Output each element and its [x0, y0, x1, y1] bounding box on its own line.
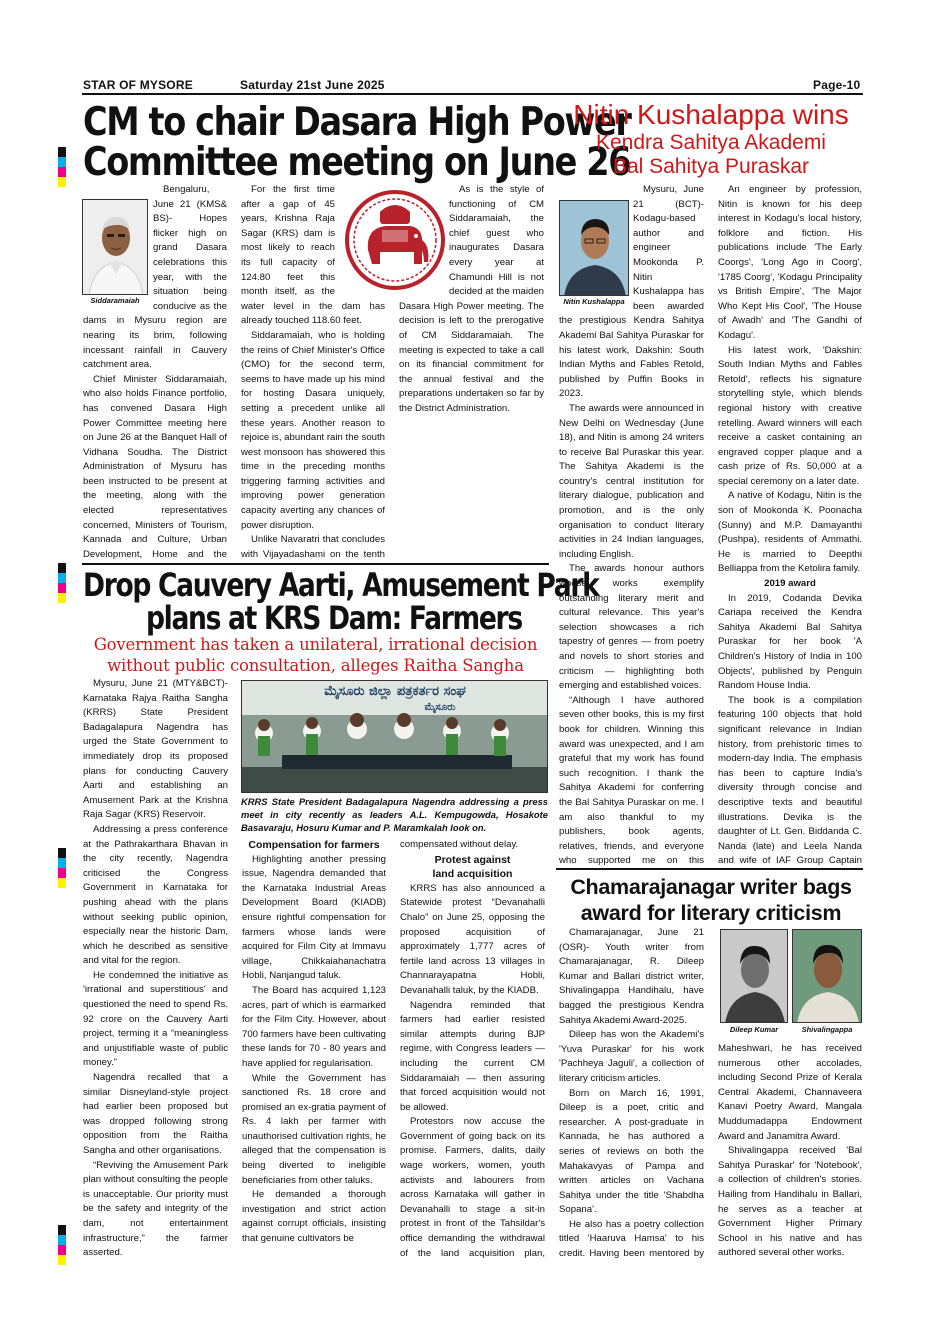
cauvery-headline-line2: plans at KRS Dam: Farmers	[146, 599, 522, 637]
chamarajanagar-col1-para3: Born on March 16, 1991, Dileep is a poet, critic and researcher. A post-graduate in Kannada, he has authored a series of reviews on both the Mahakavyas of Pampa and written articles on Vachana Sahitya under the title 'Shabdha Sopana'.	[559, 1087, 704, 1216]
header-rule	[82, 93, 863, 95]
nitin-col1-para2: The awards were announced in New Delhi on Wednesday (June 18), and Nitin is among 24 writers to receive Bal Puraskar this year. The Sahitya Akademi is the country's central institution for literary dialogue, publication and promotion, and is the only organisation to conduct literary activities in 24 Indian languages, including English.	[559, 402, 704, 560]
dasara-col2-para2: Siddaramaiah, who is holding the reins of Chief Minister's Office (CMO) for the second term, seems to have made up his mind for hosting Dasara uniquely, setting a precedent unlike all these years. Another reason to rejoice is, abundant rain the south west monsoon has showered this time in the preceding months triggering farming activities and improving power generation capacity averting any chances of power disruption.	[241, 329, 385, 531]
nitin-col2-para5: The book is a compilation featuring 100 objects that hold significant relevance in Indian history, from prehistoric times to modern-day India. The emphasis has been to capture India's diversity through concise and descriptive texts and beautiful illustrations. Devika is the daughter of Lt. Gen. Biddanda C. Nanda (late) and Leela Nanda and wife of IAF Group Captain	[718, 694, 862, 867]
cauvery-col1-para5: “Reviving the Amusement Park plan without consulting the people is unacceptable. Our priority must be the safety and integrity of the dam, not entertainment infrastructure,” the farmer asserted.	[83, 1159, 228, 1259]
photo-wrap-space	[559, 183, 633, 304]
registration-marks-top	[58, 147, 66, 187]
shivalingappa-photo-caption: Shivalingappa	[801, 1025, 853, 1034]
cauvery-column-2	[242, 838, 386, 1262]
chamarajanagar-col1-para2: Dileep has won the Akademi's 'Yuva Puraskar' for his work 'Pachheya Jaguli', a collection of literary criticism articles.	[559, 1029, 704, 1084]
cauvery-col3-para2: Nagendra reminded that farmers had earlier resisted similar attempts during BJP regime, with Congress leaders — including the current CM Siddaramaiah — then assuring that forced acquisition would not be allowed.	[400, 999, 545, 1113]
nitin-column-1	[559, 183, 704, 868]
nitin-headline-line3: Bal Sahitya Puraskar	[612, 155, 810, 178]
elephant-icon	[344, 190, 446, 290]
cauvery-column-3	[400, 838, 545, 1262]
registration-marks-middle	[58, 563, 66, 603]
chamarajanagar-col1-para4: He also has a poetry collection titled 'Haaruva Hamsa' to his credit. Having been mentored by	[559, 1218, 704, 1260]
photo-banner-text: ಮೈಸೂರು ಜಿಲ್ಲಾ ಪತ್ರಕರ್ತರ ಸಂಘ	[324, 684, 466, 699]
cauvery-col1-para3: He condemned the initiative as 'irrational and superstitious' and questioned the need to spend Rs. 92 crore on the Cauvery Aarti project, terming it a “meaningless and unjustifiable waste of public money.”	[83, 969, 228, 1069]
dasara-headline-line2: Committee meeting on June 26	[83, 140, 631, 185]
dasara-headline-line1: CM to chair Dasara High Power	[83, 100, 631, 145]
registration-marks-lower	[58, 848, 66, 888]
cauvery-subhead-protest-line1: Protest against	[434, 853, 511, 866]
nitin-col2-para1: An engineer by profession, Nitin is known for his deep interest in Kodagu's local history, folklore and fiction. His publications include 'The Early Coorgs', 'Long Ago in Coorg', '1785 Coorg', 'Kodagu Principality vs British Empire', 'The Major Who Kept His Cool', 'The House of Awadh' and 'The Gandhi of Kodagu'.	[718, 184, 862, 341]
dasara-column-1	[83, 183, 227, 561]
nitin-col2-para2: His latest work, 'Dakshin: South Indian Myths and Fables Retold', reflects his signature storytelling style, which blends regional history with creative retelling. Award winners will each receive a casket containing an engraved copper plaque and a cash prize of Rs. 50,000 at a special ceremony on a later date.	[718, 344, 862, 487]
cauvery-col2-para4: He demanded a thorough investigation and strict action against corrupt officials, insisting that genuine cultivators be	[242, 1189, 386, 1245]
portrait-illustration	[721, 930, 788, 1023]
nitin-headline-line2: Kendra Sahitya Akademi	[596, 131, 826, 154]
nitin-col1-para1: Mysuru, June 21 (BCT)- Kodagu-based author and engineer Mookonda P. Nitin Kushalappa has been awarded the prestigious Kendra Sahitya Akademi Bal Sahitya Puraskar for his latest work, Dakshin: South Indian Myths and Fables Retold, published by Puffin Books in 2023.	[559, 184, 704, 400]
registration-marks-bottom	[58, 1225, 66, 1265]
nitin-col2-para3: A native of Kodagu, Nitin is the son of Mookonda K. Poonacha (Sunny) and M.P. Damayanthi (Pushpa), residents of Ammathi. He is married to Deepthi Belliappa from the Ketolira family.	[718, 490, 862, 575]
nitin-col1-para4: “Although I have authored seven other books, this is my first book for children. Winning this award was unexpected, and I am grateful that my work has found such recognition. I thank the Sahitya Akademi for conferring the Bal Sahitya Puraskar on me. I am also thankful to my publishers, book agents, relatives, friends, and everyone who supported me on this	[559, 694, 704, 867]
nitin-bottom-rule	[556, 868, 863, 870]
cauvery-col3-continuation: compensated without delay.	[400, 839, 519, 850]
press-meet-photo-caption: KRRS State President Badagalapura Nagendra addressing a press meet in city recently as leaders A.L. Kempugowda, Hosakote Basavaraju, Hosuru Kumar and P. Maramkalah look on.	[241, 796, 548, 833]
photo-banner-subtext: ಮೈಸೂರು	[424, 702, 456, 713]
nitin-col1-para3: The awards honour authors whose works exemplify outstanding literary merit and cultural relevance. This year's selection showcases a rich tapestry of genres — from poetry and novels to short stories and criticism — highlighting both emerging and established voices.	[559, 563, 704, 692]
cauvery-col3-para3: Protestors now accuse the Government of going back on its promise. Farmers, dalits, daily wage workers, women, youth activists and labourers from across Karnataka will gather in Devanahalli to stage a sit-in protest in front of the Tahsildar's office demanding the withdrawal of the land acquisition plan,	[400, 1116, 545, 1259]
nitin-photo-caption: Nitin Kushalappa	[563, 297, 625, 306]
chamarajanagar-col2-para1: Maheshwari, he has received numerous other accolades, including Second Prize of Kerala Central Akademi, Channaveera Kanavi Poetry Award, Mangala Muddumadappa Endowment Award and Janamitra Award.	[718, 1043, 862, 1142]
page-number: Page-10	[813, 78, 861, 92]
cauvery-col1-para1: Mysuru, June 21 (MTY&BCT)- Karnataka Rajya Raitha Sangha (KRRS) State President Badagalapura Nagendra has urged the State Government to immediately drop its proposed plans for conducting Cauvery Aarti and establishing an Amusement Park at the Krishna Raja Sagar (KRS) Reservoir.	[83, 678, 228, 821]
cauvery-col3-para1: KRRS has also announced a Statewide protest “Devanahalli Chalo” on June 25, opposing the proposed acquisition of approximately 1,777 acres of fertile land across 13 villages in Channarayapatna Hobli, Devanahalli taluk, by the KIADB.	[400, 882, 545, 996]
photo-wrap-space	[83, 183, 153, 305]
chamarajanagar-column-1	[559, 926, 704, 1262]
siddaramaiah-photo-caption: Siddaramaiah	[90, 296, 140, 305]
dasara-bottom-rule	[82, 563, 549, 565]
cauvery-headline-line1: Drop Cauvery Aarti, Amusement Park	[83, 566, 599, 604]
nitin-col2-para4: In 2019, Codanda Devika Cariapa received the Kendra Sahitya Akademi Bal Sahitya Puraskar for her book 'A Children's History of India in 100 Objects', published by Penguin Random House India.	[718, 592, 862, 692]
issue-date: Saturday 21st June 2025	[240, 78, 385, 92]
chamarajanagar-headline-line1: Chamarajanagar writer bags	[570, 875, 852, 899]
cauvery-column-1	[83, 677, 228, 1262]
cauvery-subhead-line1: Government has taken a unilateral, irrational decision	[93, 635, 538, 654]
publication-name: STAR OF MYSORE	[83, 78, 193, 92]
cauvery-subhead-protest-line2: land acquisition	[432, 868, 513, 881]
nitin-subhead-2019: 2019 award	[764, 578, 816, 590]
cauvery-col1-para4: Nagendra recalled that a similar Disneyland-style project had earlier been proposed but was dropped following strong opposition from the Raitha Sangha and other organisations.	[83, 1072, 228, 1156]
dileep-kumar-photo	[720, 929, 788, 1023]
portrait-illustration	[793, 930, 862, 1023]
cauvery-subhead-compensation: Compensation for farmers	[248, 839, 380, 851]
nitin-headline-line1: Nitin Kushalappa wins	[573, 99, 849, 130]
dasara-col1-para1: Bengaluru, June 21 (KMS& BS)- Hopes flicker high on grand Dasara celebrations this year, with the situation being conducive as the dams in Mysuru region are nearing its brim, following incessant rainfall in Cauvery catchment area.	[83, 184, 227, 371]
shivalingappa-photo	[792, 929, 862, 1023]
cauvery-col2-para2: The Board has acquired 1,123 acres, part of which is earmarked for the Film City. However, about 700 farmers have been cultivating these lands for 70 - 80 years and have applied for regularisation.	[242, 984, 386, 1069]
chamarajanagar-col1-para1: Chamarajanagar, June 21 (OSR)- Youth writer from Chamarajanagar, R. Dileep Kumar and Ballari district writer, Shivalingappa Handihalu, have bagged the prestigious Kendra Sahitya Akademi Award-2025.	[559, 927, 704, 1026]
chamarajanagar-column-2	[718, 1042, 862, 1262]
chamarajanagar-headline-line2: award for literary criticism	[580, 901, 842, 925]
cauvery-col1-para2: Addressing a press conference at the Pathrakarthara Bhavan in the city recently, Nagendra criticised the Congress Government in Karnataka for pushing ahead with the plans without seeking public opinion, especially near the historic Dam, which he described as sensitive and vital for the region.	[83, 823, 228, 967]
cauvery-col2-para1: Highlighting another pressing issue, Nagendra demanded that the Karnataka Industrial Areas Development Board (KIADB) ensure rightful compensation for farmers whose lands were acquired for Film City at Immavu village, Chikkaiahanachatra Hobli, Nanjangud taluk.	[242, 853, 386, 982]
dasara-col2-para3: Unlike Navaratri that concludes with Vijayadashami on the tenth	[241, 534, 385, 560]
dasara-col3-para1: As is the style of functioning of CM Siddaramaiah, the chief guest who inaugurates Dasara every year at Chamundi Hill is not decided at the maiden Dasara High Power meeting. The decision is left to the prerogative of CM Siddaramaiah. The meeting is expected to take a call on its financial commitment for the annual festival and the preparations undertaken so far by the District Administration.	[399, 184, 544, 414]
dasara-col1-para2: Chief Minister Siddaramaiah, who also holds Finance portfolio, has convened Dasara High Power Committee meeting here on June 26 at the Banquet Hall of Vidhana Soudha. The District Administration of Mysuru has been instructed to be present at the meeting, along with the elected representatives concerned, Ministers of Tourism, Kannada and Culture, Urban Development, Home and the	[83, 373, 227, 560]
dasara-elephant-emblem	[344, 190, 446, 290]
cauvery-subhead-line2: without public consultation, alleges Raitha Sangha	[107, 656, 524, 675]
chamarajanagar-col2-para2: Shivalingappa received 'Bal Sahitya Puraskar' for 'Notebook', a collection of children's stories. Hailing from Handihalu in Ballari, he serves as a teacher at Government Higher Primary School in his native and has authored several other works.	[718, 1145, 862, 1259]
dasara-col2-para1: For the first time after a gap of 45 years, Krishna Raja Sagar (KRS) dam is most likely to reach its full capacity of 124.80 feet this month itself, as the water level in the dam has already touched 118.60 feet.	[241, 184, 385, 327]
cauvery-col2-para3: While the Government has sanctioned Rs. 18 crore and promised an ex-gratia payment of Rs. 4 lakh per farmer with unauthorised cultivation rights, he alleged that the compensation is being diverted to ineligible beneficiaries from other taluks.	[242, 1072, 386, 1186]
dileep-photo-caption: Dileep Kumar	[729, 1025, 779, 1034]
nitin-column-2	[718, 183, 862, 868]
